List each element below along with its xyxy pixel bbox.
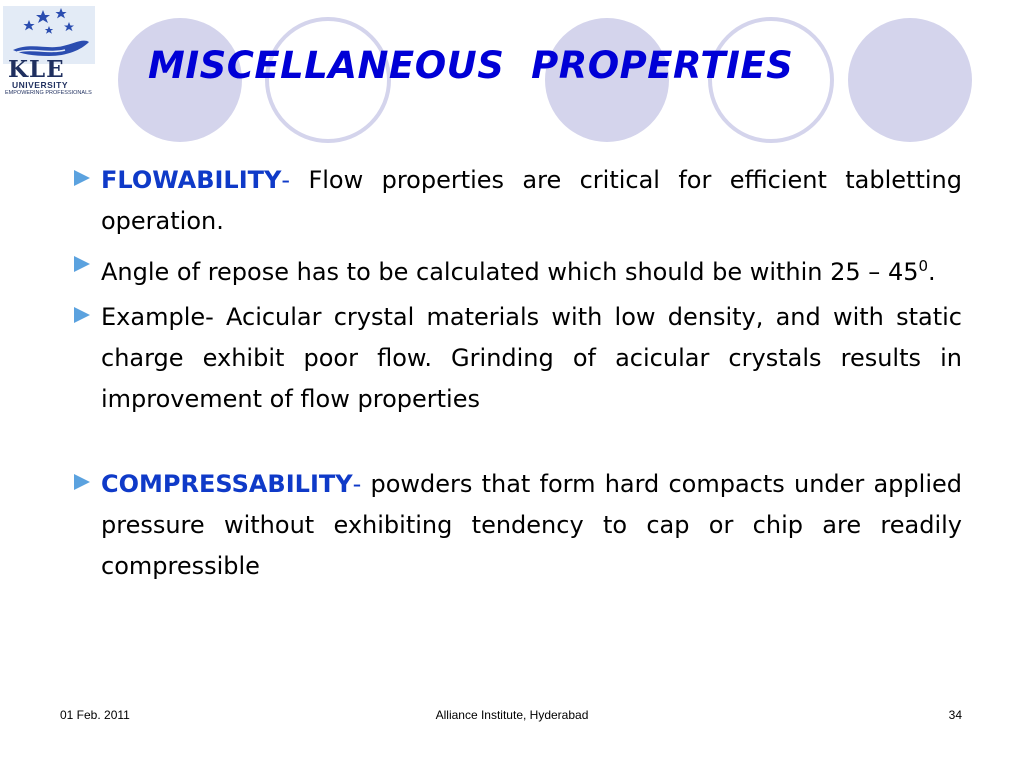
bullet-arrow-icon: [74, 307, 90, 323]
bullet-text: Angle of repose has to be calculated which should be within 25 – 45: [101, 258, 919, 286]
keyword-separator: -: [281, 166, 291, 194]
bullet-list: [70, 160, 962, 587]
circle-filled-3: [848, 18, 972, 142]
footer-date: 01 Feb. 2011: [60, 708, 130, 722]
bullet-angle-of-repose: [70, 246, 962, 293]
bullet-example: [70, 297, 962, 420]
bullet-text: Example- Acicular crystal materials with low density, and with static charge exhibit poor flow. Grinding of acicular crystals results in improvement of flow properties: [101, 303, 962, 413]
logo-kle-text: KLE: [8, 56, 65, 83]
bullet-arrow-icon: [74, 474, 90, 490]
kle-logo: [3, 6, 103, 98]
slide-title: MISCELLANEOUS PROPERTIES: [148, 44, 794, 87]
logo-tagline: EMPOWERING PROFESSIONALS: [5, 90, 92, 96]
bullet-text: Flow properties are critical for efficient tabletting operation.: [101, 166, 962, 235]
logo-university-text: UNIVERSITY: [12, 80, 69, 90]
bullet-text: powders that form hard compacts under applied pressure without exhibiting tendency to cap or chip are readily compressible: [101, 470, 962, 580]
bullet-compressability: [70, 464, 962, 587]
keyword-compressability: COMPRESSABILITY: [101, 470, 353, 498]
bullet-arrow-icon: [74, 256, 90, 272]
footer-institute: Alliance Institute, Hyderabad: [435, 708, 589, 722]
bullet-tail: .: [928, 258, 936, 286]
keyword-flowability: FLOWABILITY: [101, 166, 282, 194]
footer-page-number: 34: [948, 708, 962, 722]
bullet-arrow-icon: [74, 170, 90, 186]
keyword-separator: -: [352, 470, 362, 498]
degree-superscript: 0: [918, 257, 929, 275]
bullet-flowability: [70, 160, 962, 242]
